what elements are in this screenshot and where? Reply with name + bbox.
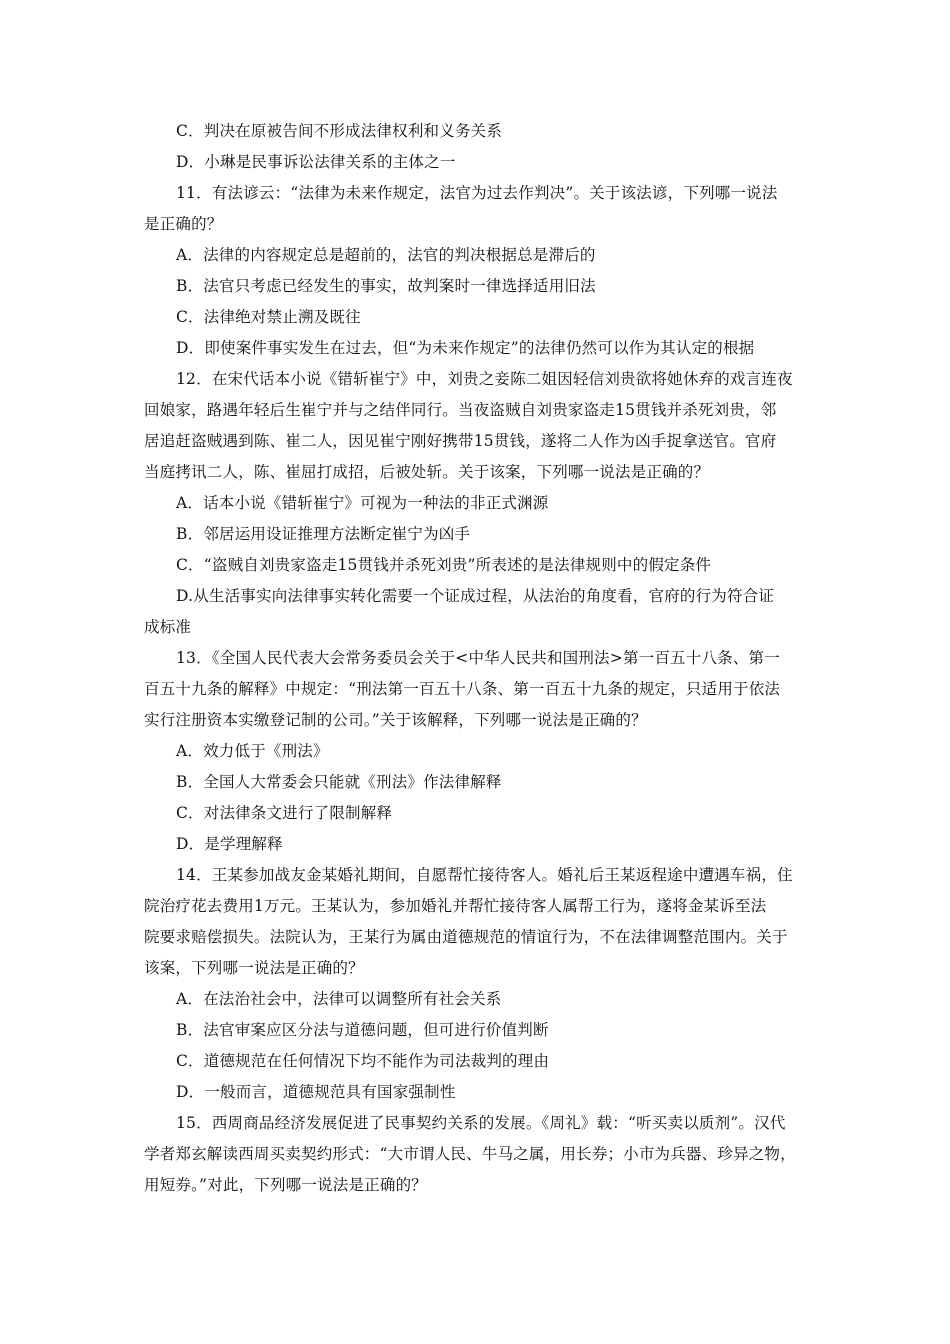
text-line: 院治疗花去费用1万元。王某认为，参加婚礼并帮忙接待客人属帮工行为，遂将金某诉至法 — [144, 897, 767, 915]
text-line: 成标准 — [144, 618, 192, 636]
text-line: 13．《全国人民代表大会常务委员会关于<中华人民共和国刑法>第一百五十八条、第一 — [176, 649, 780, 667]
text-line: 回娘家，路遇年轻后生崔宁并与之结伴同行。当夜盗贼自刘贵家盗走15贯钱并杀死刘贵，邻 — [144, 401, 777, 419]
text-line: D．是学理解释 — [176, 835, 283, 853]
text-line: A．效力低于《刑法》 — [176, 742, 329, 760]
text-line: C．法律绝对禁止溯及既往 — [176, 308, 361, 326]
text-line: D．小琳是民事诉讼法律关系的主体之一 — [176, 153, 456, 171]
text-line: 学者郑玄解读西周买卖契约形式：“大市谓人民、牛马之属，用长券；小市为兵器、珍异之物， — [144, 1145, 796, 1163]
text-line: 15．西周商品经济发展促进了民事契约关系的发展。《周礼》载：“听买卖以质剂”。汉代 — [176, 1114, 786, 1132]
text-line: 11．有法谚云：“法律为未来作规定，法官为过去作判决”。关于该法谚，下列哪一说法 — [176, 184, 778, 202]
text-line: A．法律的内容规定总是超前的，法官的判决根据总是滞后的 — [176, 246, 596, 264]
text-line: 该案，下列哪一说法是正确的？ — [144, 959, 364, 977]
text-line: C．道德规范在任何情况下均不能作为司法裁判的理由 — [176, 1052, 550, 1070]
text-line: 12．在宋代话本小说《错斩崔宁》中，刘贵之妾陈二姐因轻信刘贵欲将她休弃的戏言连夜 — [176, 370, 793, 388]
text-line: B．邻居运用设证推理方法断定崔宁为凶手 — [176, 525, 471, 543]
text-line: A．话本小说《错斩崔宁》可视为一种法的非正式渊源 — [176, 494, 549, 512]
text-line: D．一般而言，道德规范具有国家强制性 — [176, 1083, 456, 1101]
document-body — [144, 116, 808, 1201]
text-line: B．法官审案应区分法与道德问题，但可进行价值判断 — [176, 1021, 549, 1039]
text-line: 百五十九条的解释》中规定：“刑法第一百五十八条、第一百五十九条的规定，只适用于依法 — [144, 680, 781, 698]
text-line: 居追赶盗贼遇到陈、崔二人，因见崔宁刚好携带15贯钱，遂将二人作为凶手捉拿送官。官府 — [144, 432, 777, 450]
text-line: C．判决在原被告间不形成法律权利和义务关系 — [176, 122, 503, 140]
text-line: A．在法治社会中，法律可以调整所有社会关系 — [176, 990, 502, 1008]
text-line: C．对法律条文进行了限制解释 — [176, 804, 393, 822]
text-line: 是正确的？ — [144, 215, 223, 233]
text-line: B．法官只考虑已经发生的事实，故判案时一律选择适用旧法 — [176, 277, 596, 295]
text-line: B．全国人大常委会只能就《刑法》作法律解释 — [176, 773, 502, 791]
text-line: D．即使案件事实发生在过去，但“为未来作规定”的法律仍然可以作为其认定的根据 — [176, 339, 755, 357]
text-line: C．“盗贼自刘贵家盗走15贯钱并杀死刘贵”所表述的是法律规则中的假定条件 — [176, 556, 712, 574]
text-line: 实行注册资本实缴登记制的公司。”关于该解释，下列哪一说法是正确的？ — [144, 711, 647, 729]
text-line: 院要求赔偿损失。法院认为，王某行为属由道德规范的情谊行为，不在法律调整范围内。关于 — [144, 928, 788, 946]
text-line: 用短券。”对此，下列哪一说法是正确的？ — [144, 1176, 427, 1194]
text-line: D.从生活事实向法律事实转化需要一个证成过程，从法治的角度看，官府的行为符合证 — [176, 587, 775, 605]
text-line: 当庭拷讯二人，陈、崔屈打成招，后被处斩。关于该案，下列哪一说法是正确的？ — [144, 463, 710, 481]
text-line: 14．王某参加战友金某婚礼期间，自愿帮忙接待客人。婚礼后王某返程途中遭遇车祸，住 — [176, 866, 793, 884]
